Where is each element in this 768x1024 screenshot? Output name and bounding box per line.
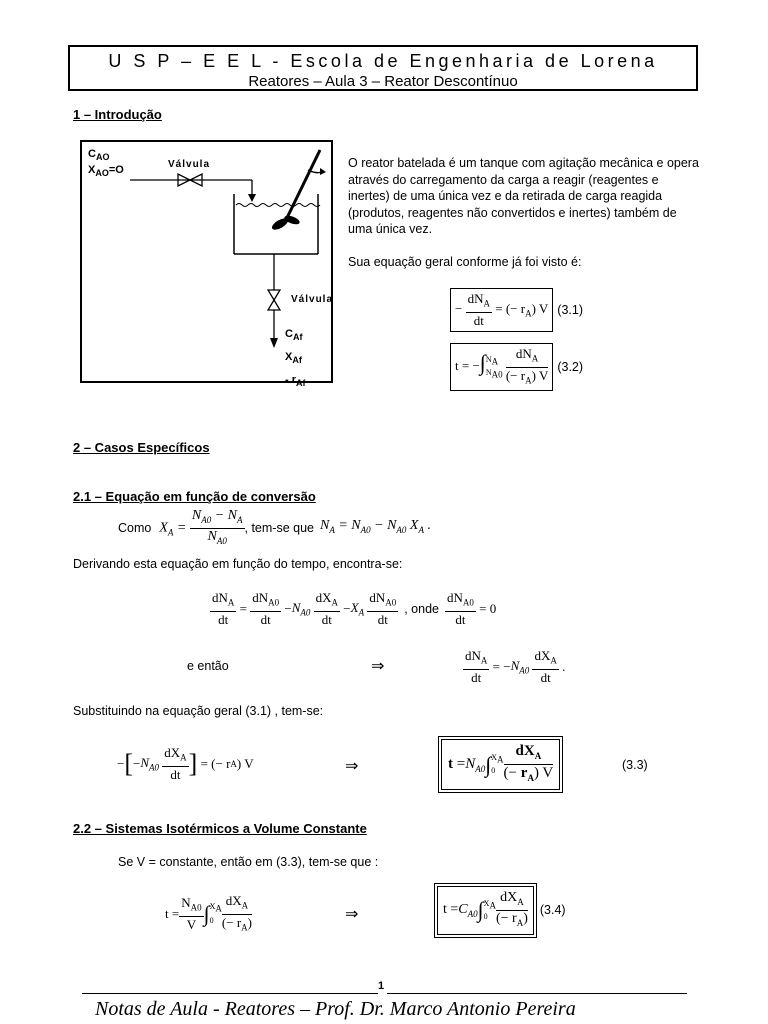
equation-3-2-box: t = −∫ $N_A$ $N_{A0}$ $\frac{dN_A}{(- r_A) V}$ — [450, 343, 553, 391]
footer-rule-left — [82, 993, 378, 994]
label-ao-sub: AO — [95, 152, 110, 163]
footer-rule-right — [387, 993, 687, 994]
label-ao-sub-2: AO — [95, 168, 109, 179]
outlet-labels — [285, 324, 306, 394]
equation-3-2-number: (3.2) — [557, 359, 584, 374]
label-xaf: X — [285, 351, 293, 364]
section-casos-heading: 2 – Casos Específicos — [73, 440, 210, 455]
implies-arrow-1: ⇒ — [371, 658, 385, 675]
label-xao-value: =O — [108, 164, 124, 177]
valve-label-top: Válvula — [168, 159, 211, 170]
section-intro-heading: 1 – Introdução — [73, 107, 162, 122]
equation-3-4 — [437, 886, 566, 935]
eq-intro-text: Sua equação geral conforme já foi visto é: — [348, 255, 582, 269]
label-c: C — [88, 148, 96, 160]
equation-3-1 — [450, 288, 583, 332]
e-entao-label: e então — [187, 659, 229, 673]
label-x: X — [88, 164, 96, 177]
simplified-derivative: $\frac{dN_A}{dt}$ = − $N_{A0}$ $\frac{dX_A}{dt}$ . — [465, 648, 566, 685]
section-2-2-heading: 2.2 – Sistemas Isotérmicos a Volume Constante — [73, 821, 367, 836]
onde-label: , onde — [404, 601, 439, 616]
temse-label: , tem-se que — [244, 521, 314, 536]
label-raf: - r — [285, 374, 296, 387]
page-number: 1 — [378, 980, 385, 992]
label-af-sub-2: Af — [292, 355, 302, 366]
batch-reactor-diagram — [80, 140, 334, 389]
implies-arrow-3: ⇒ — [345, 906, 359, 923]
footer-text: Notas de Aula - Reatores – Prof. Dr. Marco Antonio Pereira — [95, 998, 576, 1020]
section-2-1-heading: 2.1 – Equação em função de conversão — [73, 489, 316, 504]
equation-3-4-number: (3.4) — [539, 903, 566, 918]
header-institution: U S P – E E L - Escola de Engenharia de Lorena — [108, 51, 658, 71]
equation-3-1-number: (3.1) — [557, 302, 583, 317]
valve-label-right: Válvula — [291, 294, 334, 305]
label-af-sub-3: Af — [296, 378, 306, 389]
equation-3-3-number: (3.3) — [622, 758, 648, 772]
equation-3-4-box: t = $C_{A0}$ ∫ $X_A$ 0 $\frac{dX_A}{(- r_A)}$ — [437, 886, 534, 935]
derivando-text: Derivando esta equação em função do tempo, encontra-se: — [73, 557, 403, 571]
label-caf: C — [285, 328, 293, 340]
implies-arrow-2: ⇒ — [345, 758, 359, 775]
substituted-equation: − [ − $N_{A0}$ $\frac{dX_A}{dt}$ ] = (− r A ) V — [117, 745, 254, 782]
constant-volume-equation: t = $\frac{N_{A0}}{V}$ ∫ $X_A$ 0 $\frac{dX_A}{(- r_A)}$ — [165, 893, 252, 933]
equation-3-2 — [450, 343, 583, 391]
equation-3-1-box: − $\frac{dN_A}{dt}$ = (− $r_A$) V — [450, 288, 553, 332]
header-lesson-title: Reatores – Aula 3 – Reator Descontínuo — [248, 73, 518, 90]
label-af-sub: Af — [292, 332, 303, 343]
derivative-equation: $\frac{dN_A}{dt}$ = $\frac{dN_{A0}}{dt}$ − $N_{A0}$ $\frac{dX_A}{dt}$ − $X_A$ $\frac{dN_{A0}}{dt}$ , onde $\frac{dN_{A0}}{dt}$ = 0 — [212, 590, 497, 627]
equation-3-3-box: t = $N_{A0}$ ∫ $X_A$ 0 $\frac{dX_A}{(- r_A) V}$ — [441, 739, 560, 790]
inlet-labels — [88, 148, 124, 180]
conversion-definition — [118, 508, 431, 549]
se-v-constante-text: Se V = constante, então em (3.3), tem-se que : — [118, 855, 379, 869]
header-box — [68, 45, 698, 91]
intro-paragraph: O reator batelada é um tanque com agitação mecânica e opera através do carregamento da carga a reagir (reagentes e inertes) de uma única vez e da retirada de carga reagida (produtos, reagentes não convertidos e inertes) também de uma única vez. — [348, 156, 699, 236]
como-label: Como — [118, 521, 152, 536]
moles-formula: $N_A = N_{A0} - N_{A0}$ $X_A$ . — [319, 518, 431, 535]
conversion-formula: $X_A$ = $\frac{N_{A0} - N_A}{N_{A0}}$ — [159, 508, 243, 546]
substituindo-text: Substituindo na equação geral (3.1) , tem-se: — [73, 704, 324, 718]
